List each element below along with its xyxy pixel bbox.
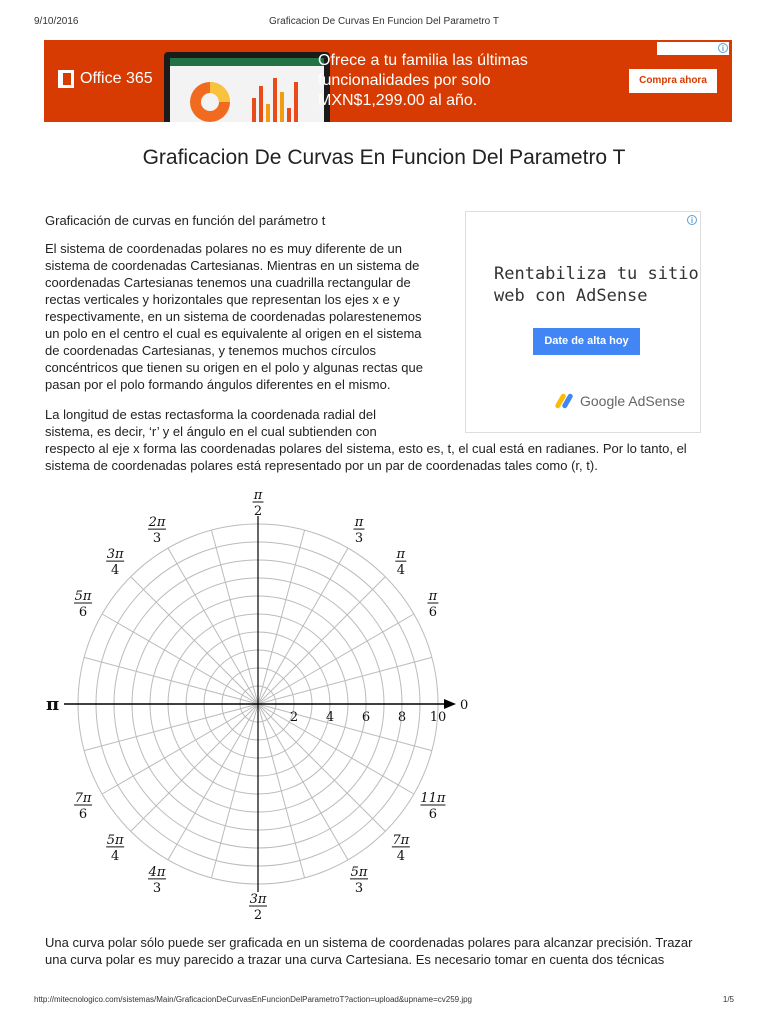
radial-line: [258, 704, 305, 878]
radial-line: [258, 704, 414, 794]
angle-label-denominator: 3: [354, 531, 364, 547]
angle-label-denominator: 3: [354, 880, 364, 896]
paragraph-1: El sistema de coordenadas polares no es muy diferente de un sistema de coordenadas Cartesianas. Mientras en un sistema de coordenadas Cartesianas tenemos una cuadrilla rectangular de rectas verticales y horizontales que representan los ejes x e y respectivamente, en un sistema de coordenadas polarestenemos un polo en el centro el cual es equivalente al origen en el sistema de coordenadas Cartesianas, y tenemos muchos círculos concéntricos que tienen su origen en el polo y algunas rectas que pasan por el polo formando ángulos diferentes en el mismo.: [45, 241, 423, 392]
radial-line: [258, 704, 348, 860]
subtitle: Graficación de curvas en función del parámetro t: [45, 213, 326, 228]
signup-button[interactable]: Date de alta hoy: [533, 328, 640, 355]
angle-label-denominator: 2: [253, 908, 263, 923]
angle-label-numerator: 11π: [420, 791, 446, 806]
angle-label-denominator: 2: [253, 504, 263, 519]
print-header-title: Graficacion De Curvas En Funcion Del Parametro T: [269, 16, 499, 27]
angle-label-numerator: π: [354, 515, 364, 531]
banner-promo-text: Ofrece a tu familia las últimas funcionalidades por solo MXN$1,299.00 al año.: [318, 52, 528, 109]
radial-line: [211, 704, 258, 878]
zero-angle-label: 0: [460, 698, 469, 713]
radius-tick-label: 4: [325, 710, 335, 725]
radial-line: [258, 657, 432, 704]
angle-label-numerator: 7π: [74, 791, 92, 806]
angle-label-denominator: 6: [428, 605, 438, 620]
adsense-ad[interactable]: [465, 211, 701, 433]
radial-line: [168, 548, 258, 704]
ad-headline: Rentabiliza tu sitio web con AdSense: [494, 264, 699, 306]
radial-line: [84, 657, 258, 704]
angle-label-numerator: 5π: [350, 864, 368, 880]
pi-angle-label: π: [46, 694, 60, 715]
radius-tick-label: 10: [429, 710, 447, 725]
angle-label-numerator: π: [396, 547, 406, 563]
angle-label-denominator: 6: [78, 807, 88, 822]
radial-line: [258, 614, 414, 704]
angle-label-numerator: 7π: [392, 832, 410, 848]
radial-line: [84, 704, 258, 751]
angle-label-denominator: 3: [152, 531, 162, 547]
radial-line: [258, 530, 305, 704]
angle-label-denominator: 6: [78, 605, 88, 620]
radial-line: [258, 548, 348, 704]
office-icon: [58, 70, 74, 88]
footer-url: http://mitecnologico.com/sistemas/Main/GraficacionDeCurvasEnFuncionDelParametroT?action=upload&upname=cv259.jpg: [34, 995, 472, 1004]
office-brand: Office 365: [80, 70, 153, 87]
radius-tick-label: 8: [397, 710, 407, 725]
paragraph-2: La longitud de estas rectasforma la coordenada radial del sistema, es decir, ‘r’ y el ángulo en el cual subtienden con respecto al eje x forma las coordenadas polares del sistema, esto es, t, el cual está en radianes. Por lo tanto, el sistema de coordenadas polares está representado por un par de coordenadas tales como (r, t).: [45, 407, 687, 473]
angle-label-denominator: 3: [152, 880, 162, 896]
angle-label-numerator: π: [253, 488, 263, 503]
office-logo: [58, 70, 153, 88]
angle-label-numerator: 5π: [106, 832, 124, 848]
office-banner-ad[interactable]: [44, 40, 732, 122]
polar-grid-figure: [0, 486, 768, 926]
adsense-logo: Google AdSense: [556, 393, 685, 409]
angle-label-numerator: π: [428, 589, 438, 604]
radial-line: [102, 704, 258, 794]
laptop-image: [164, 52, 330, 122]
axis-arrow: [444, 699, 456, 709]
buy-now-button[interactable]: Compra ahora: [629, 69, 717, 93]
ad-info-icon[interactable]: i: [687, 215, 697, 225]
radial-line: [102, 614, 258, 704]
ad-info-icon[interactable]: i: [718, 43, 728, 53]
page-number: 1/5: [722, 995, 734, 1004]
radius-tick-label: 6: [361, 710, 371, 725]
angle-label-denominator: 4: [111, 563, 120, 579]
angle-label-denominator: 4: [111, 848, 120, 864]
angle-label-numerator: 5π: [74, 589, 92, 604]
print-date: 9/10/2016: [34, 16, 79, 27]
radius-tick-label: 2: [289, 710, 299, 725]
radial-line: [168, 704, 258, 860]
angle-label-denominator: 6: [428, 807, 438, 822]
angle-label-numerator: 2π: [148, 515, 166, 531]
adsense-icon: [556, 394, 574, 408]
angle-label-denominator: 4: [396, 848, 405, 864]
angle-label-denominator: 4: [396, 563, 405, 579]
radial-line: [211, 530, 258, 704]
document-title: Graficacion De Curvas En Funcion Del Parametro T: [142, 146, 626, 169]
paragraph-3: Una curva polar sólo puede ser graficada en un sistema de coordenadas polares para alcanzar precisión. Trazar una curva polar es muy parecido a trazar una curva Cartesiana. Es necesario tomar en cuenta dos técnicas: [45, 935, 693, 967]
angle-label-numerator: 4π: [148, 864, 166, 880]
angle-label-numerator: 3π: [249, 892, 267, 907]
angle-label-numerator: 3π: [106, 547, 124, 563]
